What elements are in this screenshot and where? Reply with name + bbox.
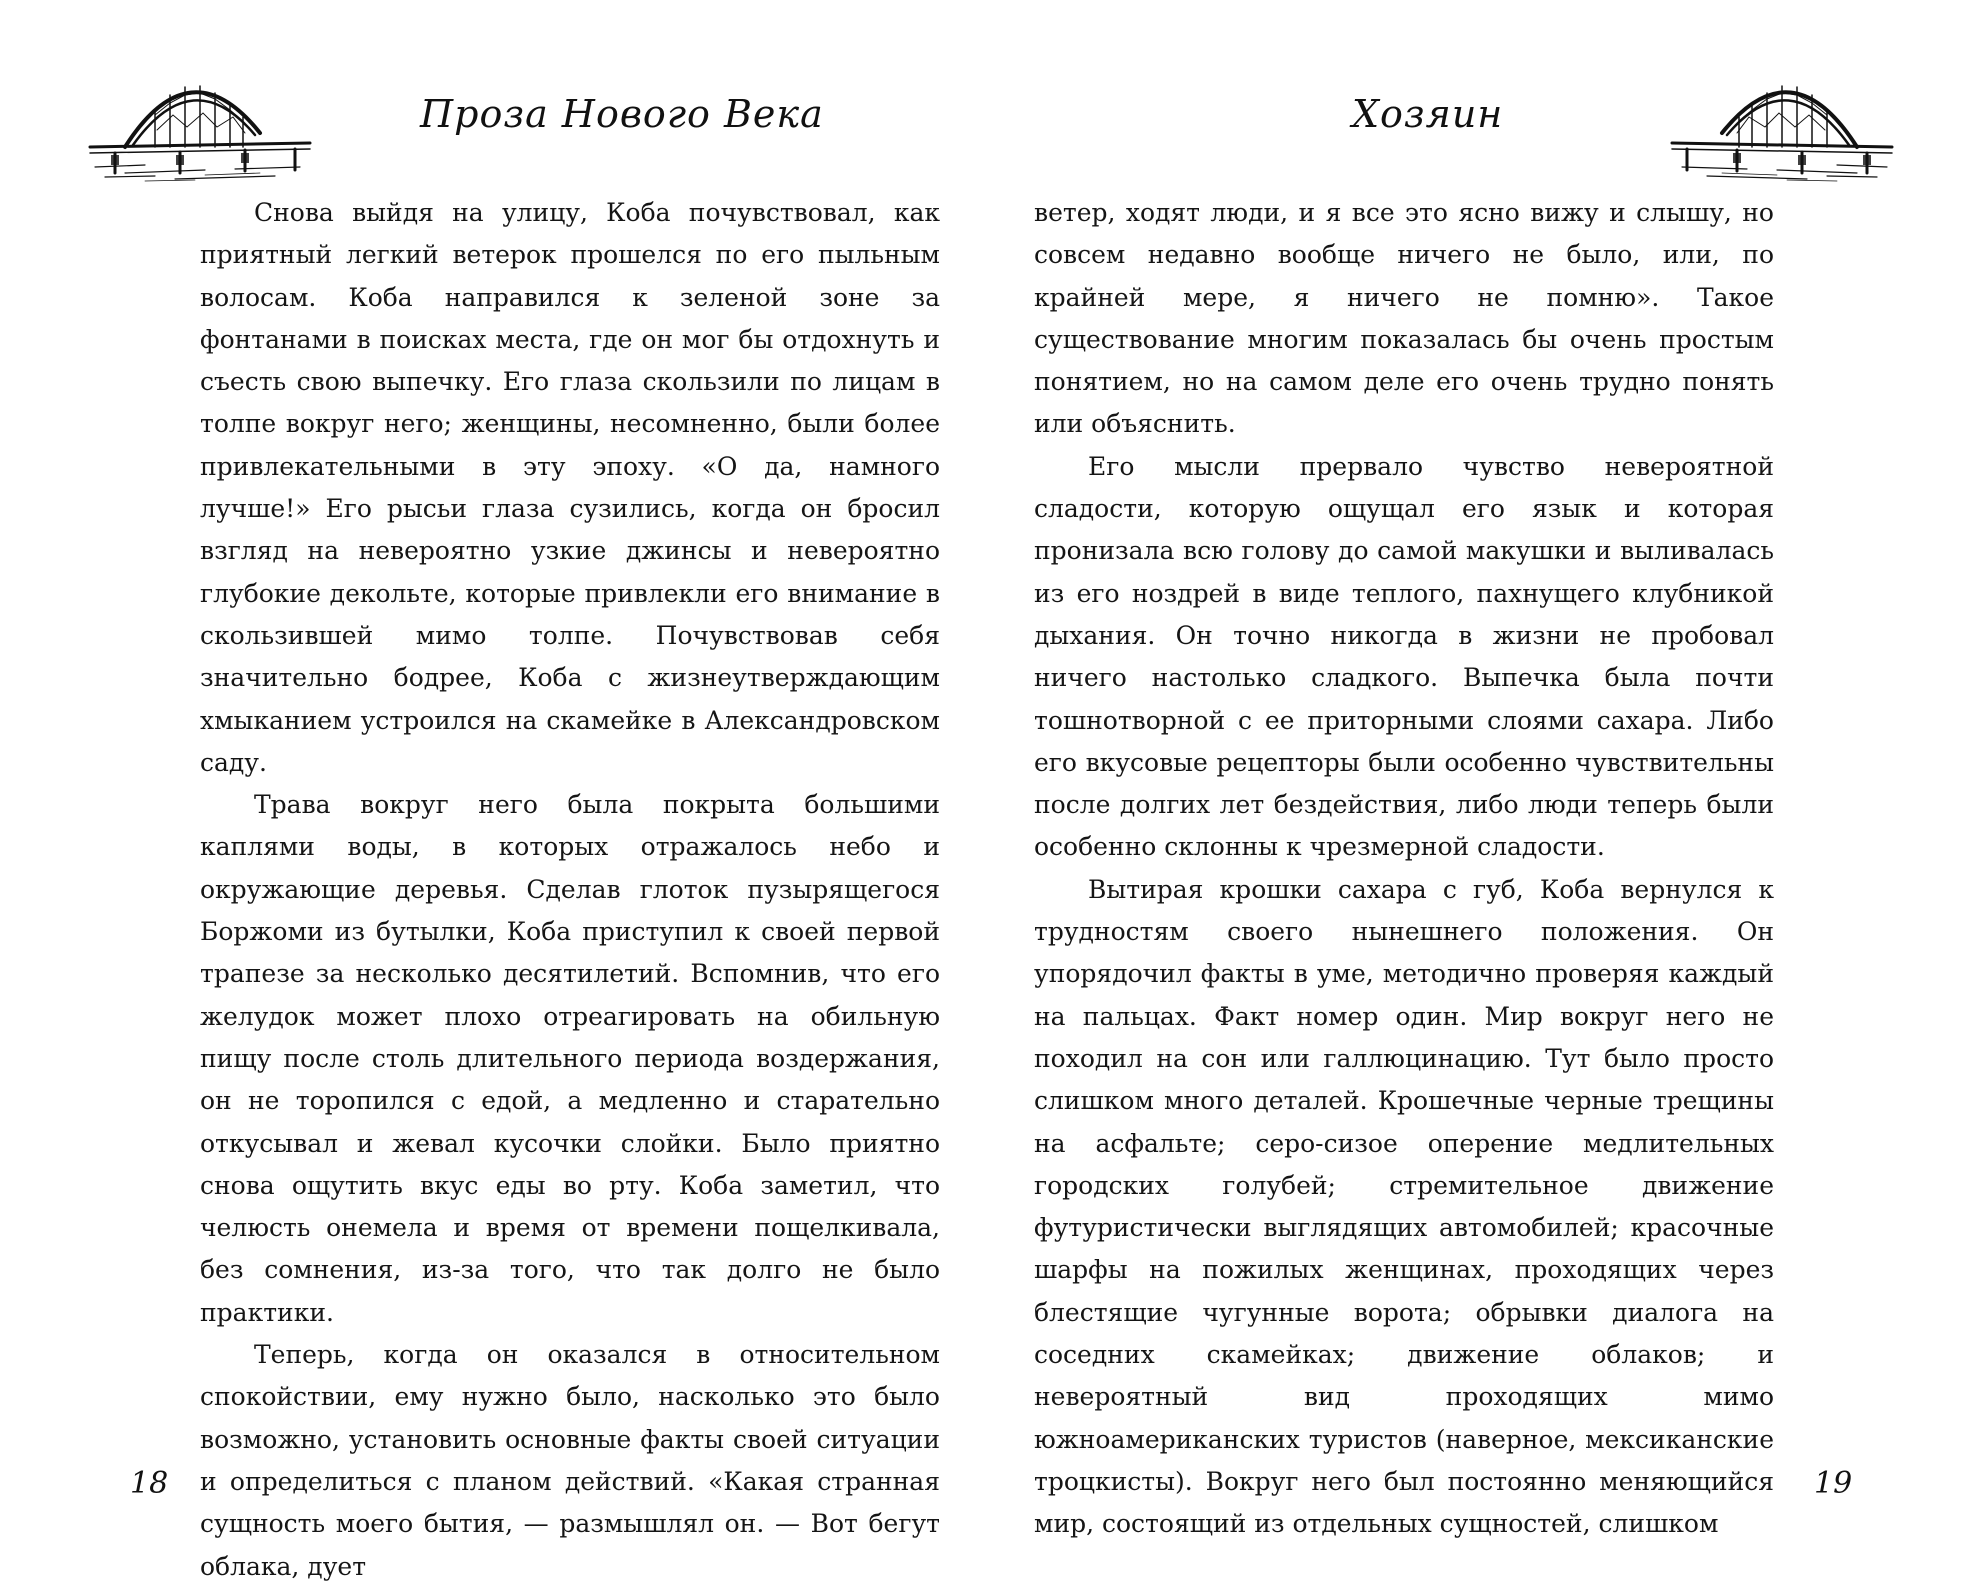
paragraph: ветер, ходят люди, и я все это ясно вижу и слышу, но совсем недавно вообще ничего не было, или, по крайней мере, я ничего не помню». Такое существование многим показалась бы очень простым понятием, но на самом деле его очень трудно понять или объяснить. xyxy=(1034,198,1774,439)
body-text-right xyxy=(1034,192,1774,1546)
paragraph: Трава вокруг него была покрыта большими каплями воды, в которых отражалось небо и окружающие деревья. Сделав глоток пузырящегося Боржоми из бутылки, Коба приступил к своей первой трапезе за несколько десятилетий. Вспомнив, что его желудок может плохо отреагировать на обильную пищу после столь длительного периода воздержания, он не торопился с едой, а медленно и старательно откусывал и жевал кусочки слойки. Было приятно снова ощутить вкус еды во рту. Коба заметил, что челюсть онемела и время от времени пощелкивала, без сомнения, из-за того, что так долго не было практики. xyxy=(200,790,940,1327)
bridge-illustration-left xyxy=(85,55,315,185)
paragraph: Его мысли прервало чувство невероятной сладости, которую ощущал его язык и которая пронизала всю голову до самой макушки и выливалась из его ноздрей в виде теплого, пахнущего клубникой дыхания. Он точно никогда в жизни не пробовал ничего настолько сладкого. Выпечка была почти тошнотворной с ее приторными слоями сахара. Либо его вкусовые рецепторы были особенно чувствительны после долгих лет бездействия, либо люди теперь были особенно склонны к чрезмерной сладости. xyxy=(1034,451,1774,862)
paragraph: Снова выйдя на улицу, Коба почувствовал, как приятный легкий ветерок прошелся по его пыльным волосам. Коба направился к зеленой зоне за фонтанами в поисках места, где он мог бы отдохнуть и съесть свою выпечку. Его глаза скользили по лицам в толпе вокруг него; женщины, несомненно, были более привлекательными в эту эпоху. «О да, намного лучше!» Его рысьи глаза сузились, когда он бросил взгляд на невероятно узкие джинсы и невероятно глубокие декольте, которые привлекли его внимание в скользившей мимо толпе. Почувствовав себя значительно бодрее, Коба с жизнеутверждающим хмыканием устроился на скамейке в Александровском саду. xyxy=(200,198,940,777)
running-head-left: Проза Нового Века xyxy=(420,92,824,136)
page-number-left: 18 xyxy=(130,1466,169,1501)
body-text-left xyxy=(200,192,940,1588)
paragraph: Вытирая крошки сахара с губ, Коба вернулся к трудностям своего нынешнего положения. Он упорядочил факты в уме, методично проверяя каждый на пальцах. Факт номер один. Мир вокруг него не походил на сон или галлюцинацию. Тут было просто слишком много деталей. Крошечные черные трещины на асфальте; серо-сизое оперение медлительных городских голубей; стремительное движение футуристически выглядящих автомобилей; красочные шарфы на пожилых женщинах, проходящих через блестящие чугунные ворота; обрывки диалога на соседних скамейках; движение облаков; и невероятный вид проходящих мимо южноамериканских туристов (наверное, мексиканские троцкисты). Вокруг него был постоянно меняющийся мир, состоящий из отдельных сущностей, слишком xyxy=(1034,874,1774,1539)
right-page xyxy=(982,0,1964,1588)
bridge-illustration-right xyxy=(1667,55,1897,185)
paragraph: Теперь, когда он оказался в относительном спокойствии, ему нужно было, насколько это было возможно, установить основные факты своей ситуации и определиться с планом действий. «Какая странная сущность моего бытия, — размышлял он. — Вот бегут облака, дует xyxy=(200,1340,940,1581)
page-number-right: 19 xyxy=(1814,1466,1853,1501)
running-head-right: Хозяин xyxy=(1352,92,1504,136)
